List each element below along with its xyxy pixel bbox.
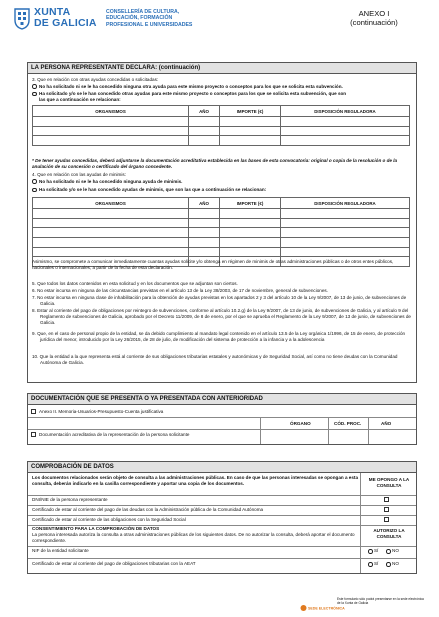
table-row[interactable] [33, 117, 410, 127]
table-row[interactable] [33, 218, 410, 228]
col-organisms: ORGANISMOS [33, 106, 189, 117]
checkbox-representation-doc[interactable] [31, 432, 36, 437]
verification-intro: Los documentos relacionados serán objeto de consulta a las administraciones públicas. En caso de que las personas interesadas se opongan a esta consulta, deberán indicarlo en la casilla correspondiente y aportar una copia de los documentos. [32, 475, 359, 486]
annex-subtitle-text: (continuación) [350, 18, 398, 27]
yes-label: SÍ [374, 561, 379, 566]
representation-doc-label: Documentación acreditativa de la representación de la persona solicitante [39, 431, 190, 437]
check-row-dni: DNI/NIE de la persona representante [32, 496, 108, 502]
no-label: NO [392, 548, 399, 553]
table-row[interactable] [33, 126, 410, 136]
radio-no-minimis[interactable] [32, 179, 37, 184]
annex-title [314, 9, 434, 27]
declaration-item-8: 8. Estar al corriente del pago de obligaciones por reintegro de subvenciones, conforme al artículo 10.2.g) de la Ley 9/2007, de 13 de junio, de subvenciones de Galicia, y al artículo 9 del Reglamento de subvenciones de Galicia, aprobado por el Decreto 11/2009, de 8 de enero, por el que se aprueba el Reglamento de la Ley 9/2007, de 13 de junio, de subvenciones de Galicia. [32, 308, 411, 325]
sede-circle-icon [301, 605, 307, 611]
table-row[interactable] [33, 209, 410, 219]
annex-ii-label: Anexo II. Memoria-Usuarios-Presupuesto-Cuenta justificativa [39, 408, 164, 414]
oppose-checkbox-regional-debts[interactable] [384, 507, 389, 512]
check-row-social-security: Certificado de estar al corriente de las obligaciones con la Seguridad Social [32, 516, 186, 522]
divider [28, 546, 416, 547]
divider [28, 417, 416, 418]
department-line-2: EDUCACIÓN, FORMACIÓN [106, 15, 173, 22]
question-3: 3. Que en relación con otras ayudas concedidas o solicitadas: [32, 77, 159, 82]
data-verification-section [27, 461, 417, 574]
declaration-section [27, 62, 417, 383]
declaration-item-7: 7. No estar incursa en ninguna clase de inhabilitación para la obtención de ayudas previstas en los apartados 2 y 3 del artículo 10 de la Ley 9/2007, de 13 de junio, de subvenciones de Galicia. [32, 295, 407, 306]
col-organ: ÓRGANO [290, 421, 311, 426]
divider [28, 429, 416, 430]
table-row[interactable] [33, 238, 410, 248]
xunta-logo [14, 6, 100, 40]
radio-no-aeat[interactable] [386, 562, 391, 567]
authorize-header: AUTORIZO LA CONSULTA [373, 528, 405, 539]
option-no-other-aid: No ha solicitado ni se le ha concedido ninguna otra ayuda para este mismo proyecto o conceptos para los que se solicita esta subvención. [39, 83, 343, 89]
consent-text: La persona interesada autoriza la consulta a otras administraciones públicas de los siguientes datos. De no autorizar la consulta, deberá aportar el documento correspondiente. [32, 532, 355, 543]
declaration-item-9: 9. Que, en el caso de personal propio de la entidad, se da debido cumplimiento al mandato legal contenido en el artículo 13.5 de la Ley orgánica 1/1996, de 15 de enero, de protección jurídica del menor, introducido por la Ley 26/2015, de 28 de julio, de modificación del sistema de protección a la infancia y a la adolescencia [32, 331, 406, 342]
col-organisms: ORGANISMOS [33, 198, 189, 209]
table-row[interactable] [33, 247, 410, 257]
department-line-1: CONSELLERÍA DE CULTURA, [106, 9, 180, 15]
consent-row-aeat: Certificado de estar al corriente del pago de obligaciones tributarias con la AEAT [32, 561, 196, 566]
table-row[interactable] [33, 228, 410, 238]
no-label: NO [392, 561, 399, 566]
oppose-checkbox-social-security[interactable] [384, 517, 389, 522]
consent-title: CONSENTIMIENTO PARA LA COMPROBACIÓN DE DATOS [32, 526, 160, 531]
table-row[interactable] [33, 136, 410, 146]
footer-text: Este formulario sólo podrá presentarse en la sede electrónica de la Xunta de Galicia [337, 597, 424, 605]
option-other-aid-line-1: Ha solicitado y/o se le han concedido otras ayudas para este mismo proyecto o conceptos para los que se solicita esta subvención, que son [39, 91, 347, 96]
divider [328, 417, 329, 444]
sede-electronica-logo [300, 599, 345, 611]
section-title: LA PERSONA REPRESENTANTE DECLARA: (continuación) [28, 63, 416, 74]
yes-label: SÍ [374, 548, 379, 553]
question-4: 4. Que en relación con las ayudas de minimis: [32, 172, 126, 177]
commitment-text: Asimismo, se compromete a comunicar inmediatamente cuantas ayudas solicite y/o obtenga en régimen de minimis de otras administraciones públicas o de otros entes públicos, nacionales o internacionales, a partir de la fecha de esta declaración. [32, 259, 394, 270]
option-other-aid-line-2: las que a continuación se relacionan: [39, 97, 121, 102]
check-row-regional-debts: Certificado de estar al corriente del pago de las deudas con la Administración pública de la Comunidad Autónoma [32, 506, 264, 512]
logo-line-1: XUNTA [34, 6, 71, 18]
radio-other-aid[interactable] [32, 92, 37, 97]
declaration-item-6: 6. No estar incursa en ninguna de las circunstancias previstas en el artículo 13 de la Ley 38/2003, de 17 de noviembre, general de subvenciones. [32, 288, 328, 293]
col-year: AÑO [189, 106, 220, 117]
option-no-minimis: No ha solicitado ni se le ha concedido ninguna ayuda de minimis. [39, 178, 183, 184]
section-title: DOCUMENTACIÓN QUE SE PRESENTA O YA PRESENTADA CON ANTERIORIDAD [28, 394, 416, 405]
divider [368, 417, 369, 444]
oppose-header: ME OPONGO A LA CONSULTA [368, 477, 410, 488]
annex-title-text: ANEXO I [358, 9, 390, 18]
radio-no-nif[interactable] [386, 549, 391, 554]
col-regulation: DISPOSICIÓN REGULADORA [281, 106, 410, 117]
col-regulation: DISPOSICIÓN REGULADORA [281, 198, 410, 209]
divider [260, 417, 261, 444]
radio-no-other-aid[interactable] [32, 84, 37, 89]
radio-minimis[interactable] [32, 188, 37, 193]
col-amount: IMPORTE (€) [220, 198, 281, 209]
department-line-3: PROFESIONAL E UNIVERSIDADES [106, 21, 193, 28]
col-proc-code: CÓD. PROC. [334, 421, 362, 426]
department-name [106, 9, 216, 28]
minimis-table [32, 197, 410, 267]
checkbox-annex-ii[interactable] [31, 409, 36, 414]
consent-row-nif: NIF de la entidad solicitante [32, 548, 89, 553]
col-year: AÑO [381, 421, 392, 426]
page-footer [300, 598, 430, 610]
option-minimis: Ha solicitado y/o se le han concedido ayudas de minimis, que son las que a continuación se relacionan: [39, 187, 267, 192]
page-header [14, 6, 429, 40]
declaration-item-10: 10. Que la entidad a la que representa está al corriente de sus obligaciones tributarias estatales y autonómicas y de Seguridad Social, así como no tiene deudas con la Comunidad Autónoma de Galicia. [32, 354, 398, 365]
sede-logo-text: SEDE ELECTRÓNICA [308, 606, 345, 611]
declaration-item-5: 5. Que todos los datos contenidos en esta solicitud y en los documentos que se adjuntan son ciertos. [32, 281, 238, 286]
col-amount: IMPORTE (€) [220, 106, 281, 117]
section-title: COMPROBACIÓN DE DATOS [28, 462, 416, 473]
radio-yes-nif[interactable] [368, 549, 373, 554]
xunta-shield-icon [14, 8, 30, 30]
oppose-checkbox-dni[interactable] [384, 497, 389, 502]
col-year: AÑO [189, 198, 220, 209]
logo-line-2: DE GALICIA [34, 17, 97, 29]
divider [28, 558, 416, 559]
other-aid-table [32, 105, 410, 146]
radio-yes-aeat[interactable] [368, 562, 373, 567]
aid-note: * De tener ayudas concedidas, deberá adjuntarse la documentación acreditativa establecida en las bases de esta convocatoria: original o copia de la resolución o de la anulación de su concesión o certificado del órgano concedente. [32, 158, 398, 169]
documentation-section [27, 393, 417, 445]
